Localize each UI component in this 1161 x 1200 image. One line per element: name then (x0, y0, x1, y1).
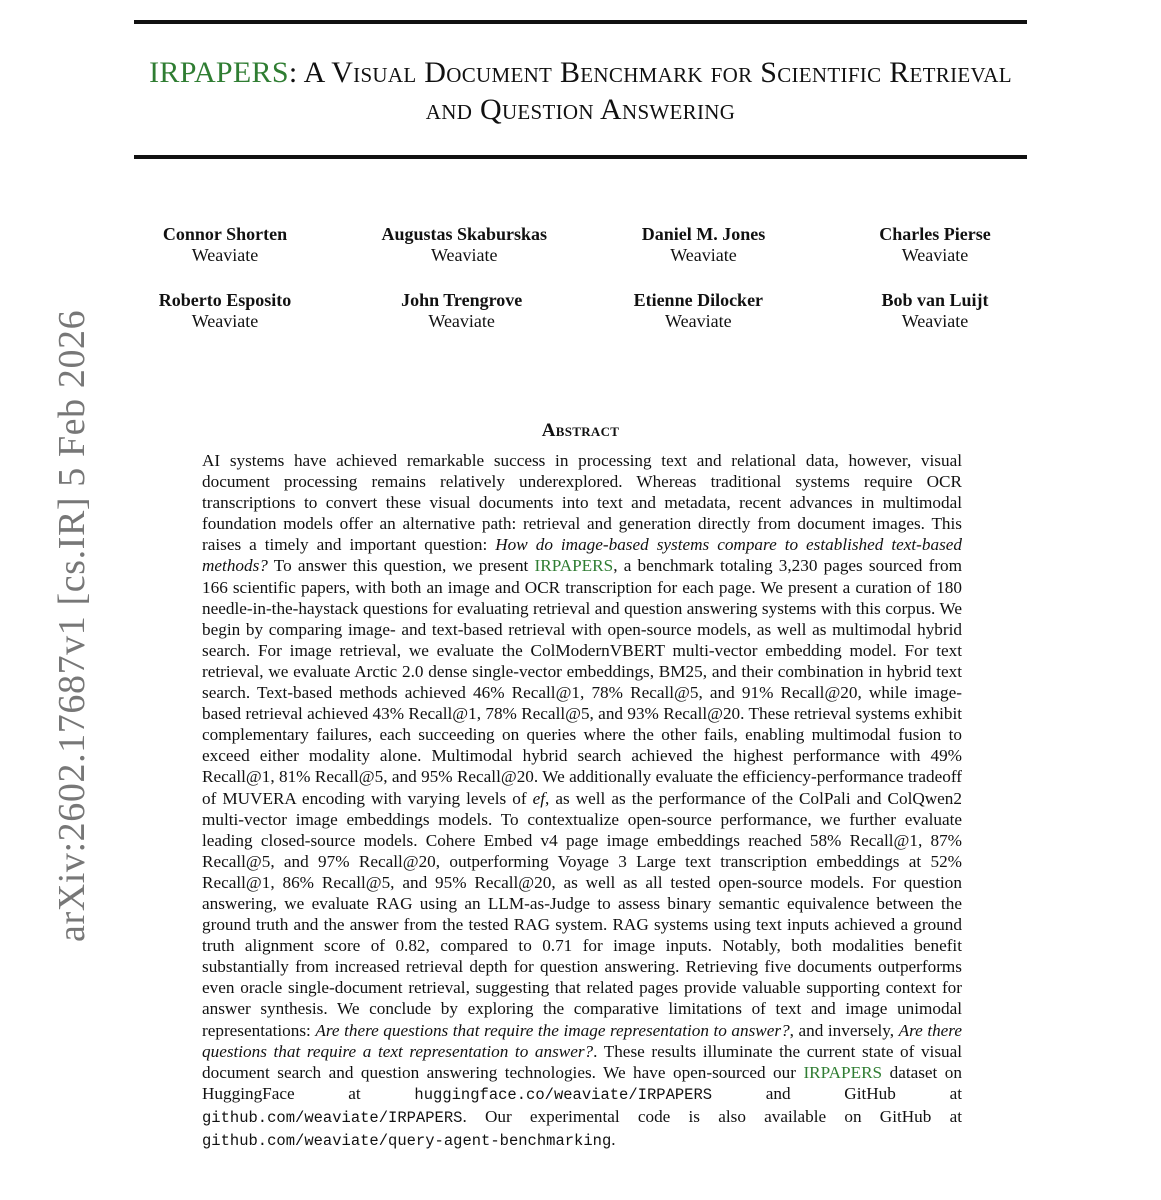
arxiv-stamp: arXiv:2602.17687v1 [cs.IR] 5 Feb 2026 (51, 309, 93, 942)
abstract-text: . (611, 1130, 616, 1149)
author-row-2 (150, 290, 1010, 332)
author-name: Augustas Skaburskas (381, 224, 548, 244)
title-top-rule (134, 20, 1027, 24)
abstract-question: Are there questions that require a text representation to answer? (202, 1020, 962, 1061)
abstract-text: and GitHub at (712, 1083, 962, 1103)
dataset-link[interactable]: IRPAPERS (534, 556, 614, 576)
author (623, 290, 773, 332)
abstract-text: , and inversely, (789, 1020, 899, 1040)
author-block (150, 224, 1010, 356)
abstract-text: , as well as the performance of the ColPali and ColQwen2 multi-vector image embeddings models. To contextualize open-source performance, we further evaluate leading closed-source models. Cohere Embed v4 page image embeddings reached 58% Recall@1, 87% Recall@5, and 97% Recall@20, outperforming Voyage 3 Large text transcription embeddings at 52% Recall@1, 86% Recall@5, and 95% Recall@20, as well as all tested open-source models. For question answering, we evaluate RAG using an LLM-as-Judge to assess binary semantic equivalence between the ground truth and the answer from the tested RAG system. RAG systems using text inputs achieved a ground truth alignment score of 0.82, compared to 0.71 for image inputs. Notably, both modalities benefit substantially from increased retrieval depth for question answering. Retrieving five documents outperforms even oracle single-document retrieval, suggesting that related pages provide valuable supporting context for answer synthesis. We conclude by exploring the comparative limitations of text and image unimodal representations: (202, 788, 962, 1040)
author-name: Daniel M. Jones (641, 224, 766, 244)
title-bottom-rule (134, 155, 1027, 159)
author-name: Bob van Luijt (881, 290, 989, 310)
author-affiliation: Weaviate (665, 311, 732, 331)
author (860, 290, 1010, 332)
paper-title (134, 54, 1027, 128)
abstract-body (202, 450, 962, 1152)
abstract-text: To answer this question, we present (267, 556, 535, 576)
author (387, 290, 537, 332)
title-rest: : A Visual Document Benchmark for Scientific Retrieval and Question Answering (288, 56, 1012, 126)
abstract-text: . Our experimental code is also available on GitHub at (462, 1106, 962, 1126)
author-affiliation: Weaviate (191, 311, 259, 331)
github-code-url[interactable]: github.com/weaviate/query-agent-benchmarking (202, 1132, 612, 1150)
abstract-heading: Abstract (541, 420, 620, 441)
author-row-1 (150, 224, 1010, 266)
abstract-text: , a benchmark totaling 3,230 pages sourced from 166 scientific papers, with both an image and OCR transcription for each page. We present a curation of 180 needle-in-the-haystack questions for evaluating retrieval and question answering systems with this corpus. We begin by comparing image- and text-based retrieval with open-source models, as well as multimodal hybrid search. For image retrieval, we evaluate the ColModernVBERT multi-vector embedding model. For text retrieval, we evaluate Arctic 2.0 dense single-vector embeddings, BM25, and their combination in hybrid text search. Text-based methods achieved 46% Recall@1, 78% Recall@5, and 91% Recall@20, while image-based retrieval achieved 43% Recall@1, 78% Recall@5, and 93% Recall@20. These retrieval systems exhibit complementary failures, each succeeding on queries where the other fails, enabling multimodal fusion to exceed either modality alone. Multimodal hybrid search achieved the highest performance with 49% Recall@1, 81% Recall@5, and 95% Recall@20. We additionally evaluate the efficiency-performance tradeoff of MUVERA encoding with varying levels of (202, 556, 962, 808)
author-name: Charles Pierse (879, 224, 991, 244)
abstract-text: dataset on HuggingFace at (202, 1062, 962, 1103)
author-affiliation: Weaviate (901, 245, 969, 265)
abstract-question: How do image-based systems compare to established text-based methods? (202, 535, 962, 576)
author-affiliation: Weaviate (901, 311, 969, 331)
author (381, 224, 547, 266)
author (860, 224, 1010, 266)
author-affiliation: Weaviate (428, 311, 495, 331)
author-name: John Trengrove (401, 290, 523, 310)
author (629, 224, 779, 266)
author-affiliation: Weaviate (670, 245, 737, 265)
author-affiliation: Weaviate (431, 245, 498, 265)
author-affiliation: Weaviate (191, 245, 259, 265)
author (150, 290, 300, 332)
math-symbol: ef (532, 788, 546, 808)
huggingface-url[interactable]: huggingface.co/weaviate/IRPAPERS (414, 1085, 713, 1104)
author (150, 224, 300, 266)
title-brand: IRPAPERS (149, 56, 289, 89)
author-name: Etienne Dilocker (633, 290, 764, 310)
dataset-link[interactable]: IRPAPERS (803, 1062, 883, 1082)
github-dataset-url[interactable]: github.com/weaviate/IRPAPERS (202, 1108, 463, 1127)
author-name: Roberto Esposito (158, 290, 292, 310)
abstract-text: AI systems have achieved remarkable success in processing text and relational data, however, visual document processing remains relatively underexplored. Whereas traditional systems require OCR transcriptions to convert these visual documents into text and metadata, recent advances in multimodal foundation models offer an alternative path: retrieval and generation directly from document images. This raises a timely and important question: (202, 451, 962, 555)
author-name: Connor Shorten (162, 224, 288, 244)
abstract-text: . These results illuminate the current state of visual document search and question answering technologies. We have open-sourced our (202, 1041, 963, 1082)
abstract-question: Are there questions that require the image representation to answer? (315, 1020, 790, 1040)
